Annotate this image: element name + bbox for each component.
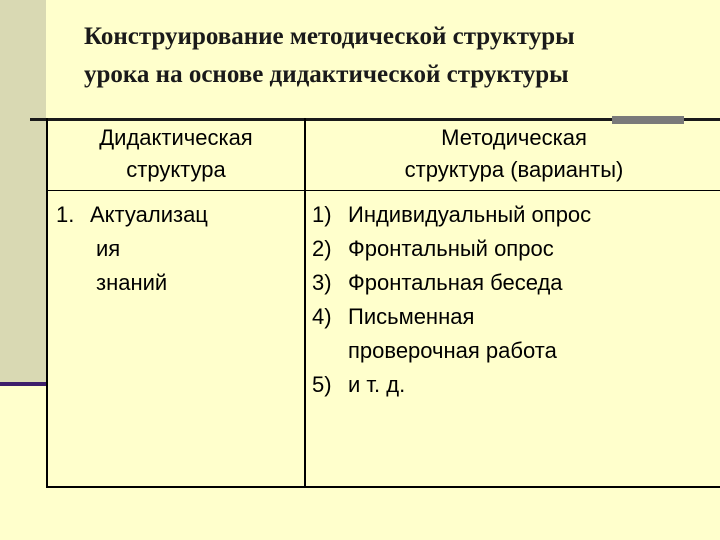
methodical-item-text: и т. д. bbox=[348, 372, 406, 397]
didactic-item-line-3: знаний bbox=[96, 270, 168, 295]
title-line-1: Конструирование методической структуры bbox=[84, 23, 575, 50]
structure-table bbox=[46, 118, 720, 488]
header-didactic bbox=[48, 122, 304, 186]
title-line-2: урока на основе дидактической структуры bbox=[84, 61, 569, 88]
methodical-item-number: 1) bbox=[312, 202, 332, 227]
methodical-item bbox=[312, 232, 716, 266]
methodical-item-text: проверочная работа bbox=[348, 338, 557, 363]
methodical-item bbox=[312, 198, 716, 232]
header-didactic-line-2: структура bbox=[126, 157, 226, 182]
methodical-list bbox=[312, 198, 716, 402]
header-didactic-line-1: Дидактическая bbox=[99, 125, 253, 150]
decorative-side-bar bbox=[0, 0, 46, 384]
methodical-item-number: 4) bbox=[312, 304, 332, 329]
methodical-item-number: 3) bbox=[312, 270, 332, 295]
methodical-item-number: 5) bbox=[312, 372, 332, 397]
methodical-item-text: Фронтальный опрос bbox=[348, 236, 554, 261]
methodical-item-text: Письменная bbox=[348, 304, 475, 329]
methodical-item bbox=[312, 368, 716, 402]
header-methodical-line-1: Методическая bbox=[441, 125, 587, 150]
header-methodical bbox=[306, 122, 720, 186]
didactic-item-line-2: ия bbox=[96, 236, 121, 261]
slide-title bbox=[84, 18, 714, 94]
methodical-item-text: Фронтальная беседа bbox=[348, 270, 563, 295]
decorative-accent-line bbox=[0, 382, 48, 386]
header-methodical-line-2: структура (варианты) bbox=[404, 157, 624, 182]
methodical-item bbox=[312, 266, 716, 300]
methodical-item-text: Индивидуальный опрос bbox=[348, 202, 592, 227]
methodical-item bbox=[312, 300, 716, 368]
didactic-item-line-1: Актуализац bbox=[90, 202, 208, 227]
didactic-item-number: 1. bbox=[56, 202, 75, 227]
didactic-item-text bbox=[90, 198, 290, 300]
methodical-item-number: 2) bbox=[312, 236, 332, 261]
header-divider bbox=[48, 190, 720, 191]
